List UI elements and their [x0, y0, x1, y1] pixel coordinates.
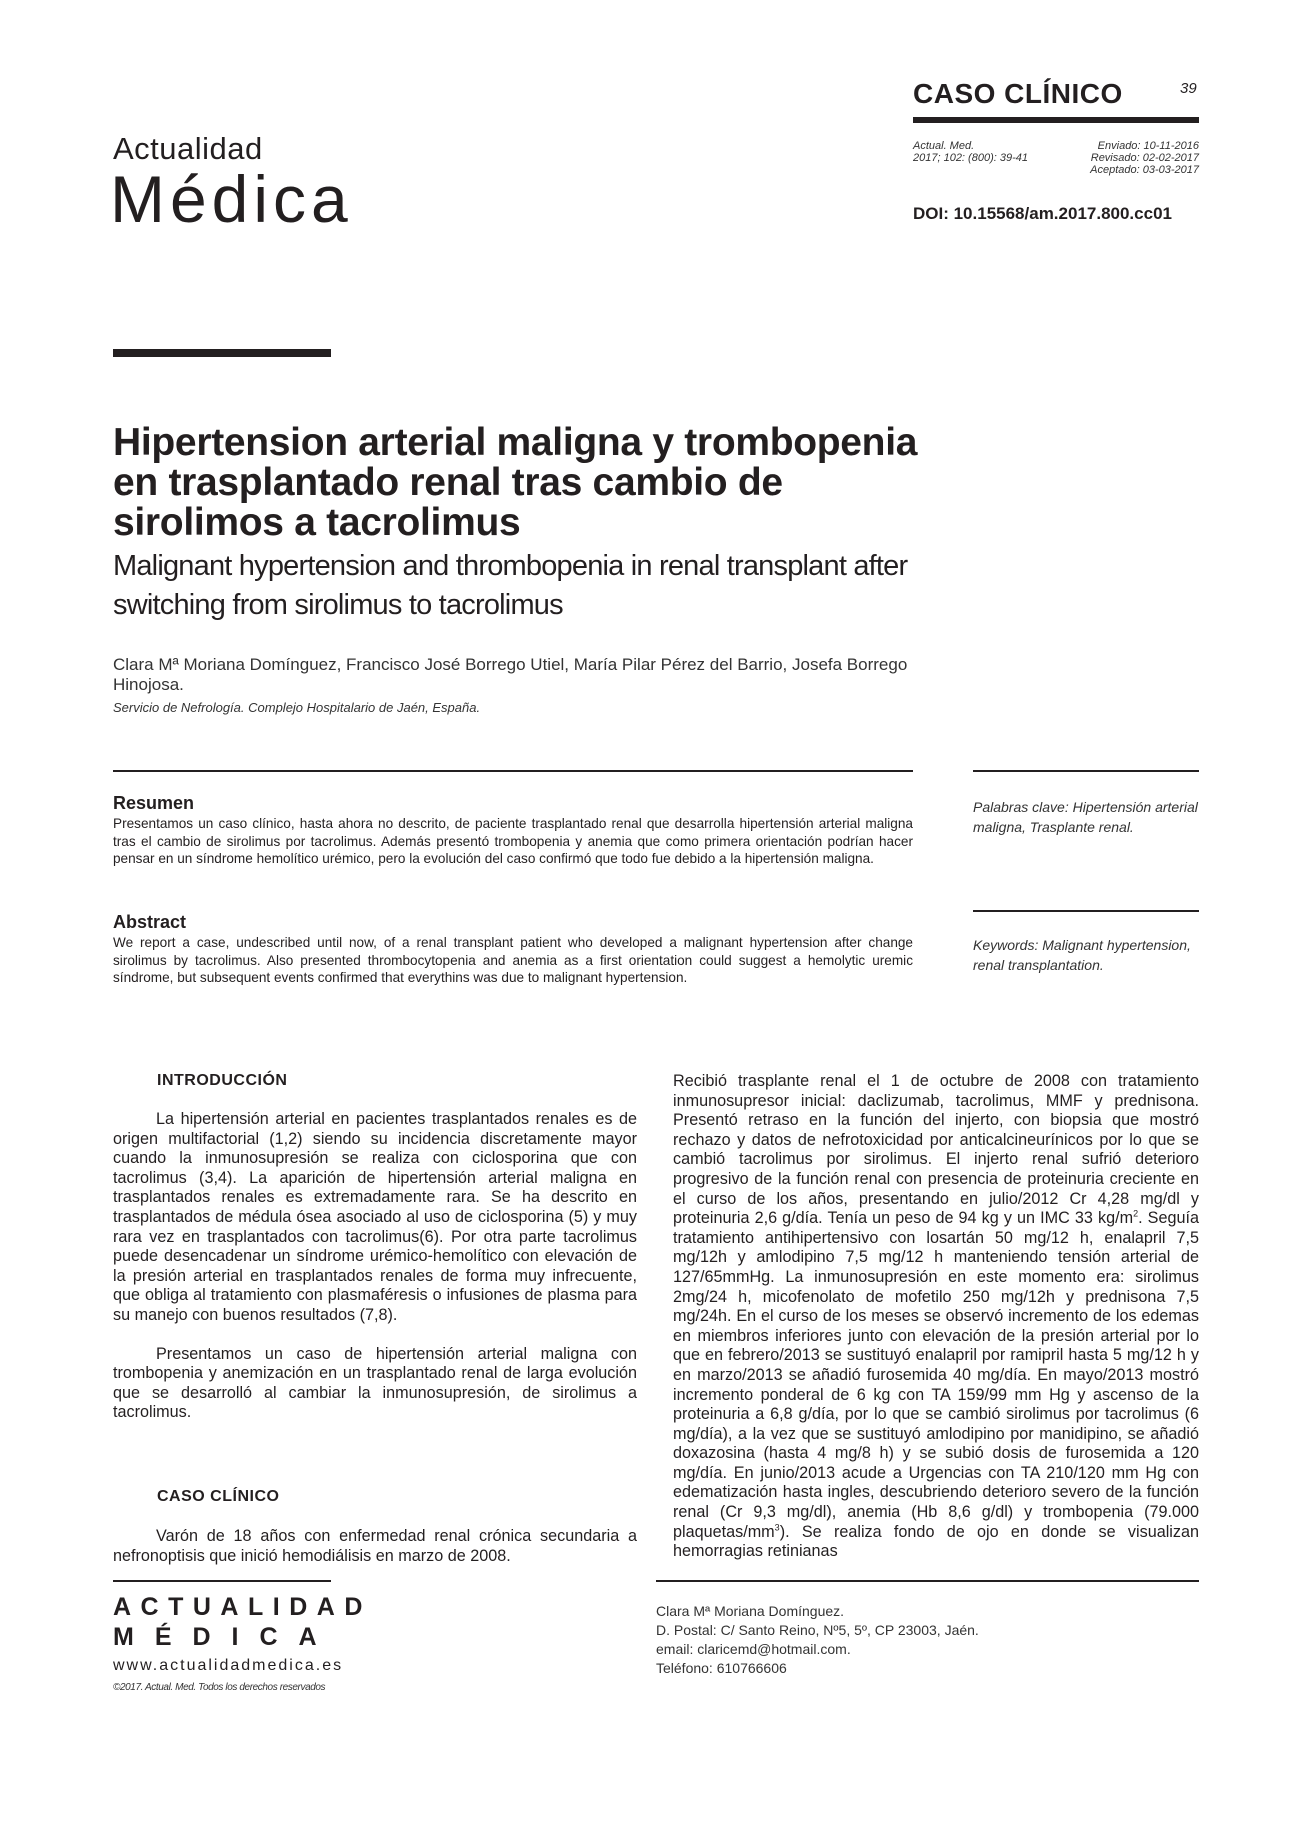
superscript: 3: [774, 1522, 780, 1533]
palabras-clave: Palabras clave: Hipertensión arterial maligna, Trasplante renal.: [973, 799, 1198, 835]
journal-brand-small: Actualidad: [113, 131, 263, 166]
contact-email[interactable]: email: claricemd@hotmail.com.: [656, 1641, 851, 1657]
footer-brand-line-2: MÉDICA: [113, 1623, 338, 1651]
journal-ref-line: Actual. Med.: [913, 140, 975, 152]
superscript: 2: [1133, 1208, 1139, 1219]
case-text-segment: . Seguía tratamiento antihipertensivo con losartán 50 mg/12 h, enalapril 7,5 mg/12h y amlodipino 7,5 mg/12 h manteniendo tensión arterial de 127/65mmHg. La inmunosupresión en este momento era: sirolimus 2mg/24 h, micofenolato de mofetilo 250 mg/12h y prednisona 7,5 mg/24h. En el curso de los meses se observó incremento de los edemas en miembros inferiores junto con elevación de la presión arterial por lo que en febrero/2013 se sustituyó enalapril por ramipril hasta 5 mg/12 h y en marzo/2013 se añadió furosemida 40 mg/día. En mayo/2013 mostró incremento ponderal de 6 kg con TA 159/99 mm Hg y ascenso de la proteinuria a 6,8 g/día, por lo que se cambió sirolimus por tacrolimus (6 mg/día), a la vez que se sustituyó amlodipino por manidipino, se añadió doxazosina (hasta 4 mg/8 h) y se subió dosis de furosemida a 120 mg/día. En junio/2013 acude a Urgencias con TA 210/120 mm Hg con edematización hasta ingles, descubriendo deterioro severo de la función renal (Cr 9,3 mg/dl), anemia (Hb 8,6 g/dl) y trombopenia (79.000 plaquetas/mm: [673, 1209, 1199, 1541]
case-continuation-paragraph: [673, 1072, 1199, 1562]
keywords-divider-middle: [973, 910, 1199, 912]
date-sent: Enviado: 10-11-2016: [1097, 140, 1199, 152]
resumen-text: Presentamos un caso clínico, hasta ahora no descrito, de paciente trasplantado renal que desarrolla hipertensión arterial maligna tras el cambio de sirolimus por tacrolimus. Además presentó trombopenia y anemia que como primera orientación podrían hacer pensar en un síndrome hemolítico urémico, pero la evolución del caso confirmó que todo fue debido a la hipertensión maligna.: [113, 816, 913, 866]
case-continuation: [673, 1072, 1199, 1562]
header-divider-bar: [113, 349, 331, 357]
section-rule: [913, 117, 1199, 123]
date-revised: Revisado: 02-02-2017: [1090, 152, 1199, 164]
journal-reference: [913, 140, 1028, 164]
footer-website-link[interactable]: www.actualidadmedica.es: [113, 1657, 344, 1674]
introduction-heading: INTRODUCCIÓN: [157, 1072, 288, 1089]
case-text-segment: Recibió trasplante renal el 1 de octubre de 2008 con tratamiento inmunosupresor inicial: daclizumab, tacrolimus, MMF y prednisona. Presentó retraso en la función del injerto, con biopsia que mostró rechazo y datos de nefrotoxicidad por anticalcineurínicos por lo que se cambió tacrolimus por sirolimus. El injerto renal sufrió deterioro progresivo de la función renal con presencia de proteinuria creciente en el curso de los años, presentando en julio/2012 Cr 4,28 mg/dl y proteinuria 2,6 g/día. Tenía un peso de 94 kg y un IMC 33 kg/m: [673, 1072, 1199, 1228]
case-text-segment: ). Se realiza fondo de ojo en donde se visualizan hemorragias retinianas: [673, 1522, 1199, 1561]
section-label: CASO CLÍNICO: [913, 78, 1123, 109]
affiliation: Servicio de Nefrología. Complejo Hospitalario de Jaén, España.: [113, 700, 481, 715]
journal-ref-line: 2017; 102: (800): 39-41: [913, 152, 1028, 164]
contact-name: Clara Mª Moriana Domínguez.: [656, 1603, 845, 1619]
abstract-heading: Abstract: [113, 912, 187, 932]
journal-brand-large: Médica: [110, 162, 353, 236]
article-title-spanish: Hipertension arterial maligna y trombopenia en trasplantado renal tras cambio de sirolimos a tacrolimus: [113, 421, 918, 544]
introduction-body: [113, 1110, 637, 1423]
case-paragraph-1: Varón de 18 años con enfermedad renal crónica secundaria a nefronoptisis que inició hemodiálisis en marzo de 2008.: [113, 1527, 637, 1565]
page-number: 39: [1180, 80, 1197, 97]
footer-copyright: ©2017. Actual. Med. Todos los derechos reservados: [113, 1682, 326, 1693]
resumen-heading: Resumen: [113, 793, 195, 813]
footer-divider-left: [113, 1580, 331, 1582]
doi-link[interactable]: DOI: 10.15568/am.2017.800.cc01: [913, 204, 1172, 223]
article-title-english: Malignant hypertension and thrombopenia in renal transplant after switching from sirolimus to tacrolimus: [113, 550, 908, 621]
correspondence-block: [656, 1602, 979, 1678]
contact-address: D. Postal: C/ Santo Reino, Nº5, 5º, CP 23003, Jaén.: [656, 1622, 979, 1638]
footer-brand-line-1: ACTUALIDAD: [113, 1593, 372, 1621]
date-accepted: Aceptado: 03-03-2017: [1090, 164, 1199, 176]
case-heading: CASO CLÍNICO: [157, 1488, 280, 1505]
contact-phone: Teléfono: 610766606: [656, 1660, 787, 1676]
author-list: Clara Mª Moriana Domínguez, Francisco José Borrego Utiel, María Pilar Pérez del Barrio, Josefa Borrego Hinojosa.: [113, 655, 908, 694]
submission-dates: [1050, 140, 1199, 176]
introduction-paragraph-1: La hipertensión arterial en pacientes trasplantados renales es de origen multifactorial (1,2) siendo su incidencia discretamente mayor cuando la inmunosupresión se realiza con ciclosporina que con tacrolimus (3,4). La aparición de hipertensión arterial maligna en trasplantados renales es extremadamente rara. Se ha descrito en trasplantados de médula ósea asociado al uso de ciclosporina (5) y muy rara vez en trasplantados con tacrolimus(6). Por otra parte tacrolimus puede desencadenar un síndrome urémico-hemolítico con elevación de la presión arterial en trasplantados renales de forma muy infrecuente, que obliga al tratamiento con plasmaféresis o infusiones de plasma para su manejo con buenos resultados (7,8).: [113, 1110, 637, 1324]
abstract-divider: [113, 770, 913, 772]
abstract-text: We report a case, undescribed until now, of a renal transplant patient who developed a malignant hypertension after change sirolimus by tacrolimus. Also presented thrombocytopenia and anemia as a first orientation could suggest a hemolytic uremic síndrome, but subsequent events confirmed that everythins was due to malignant hypertension.: [113, 935, 913, 985]
footer-divider-right: [656, 1580, 1199, 1582]
introduction-paragraph-2: Presentamos un caso de hipertensión arterial maligna con trombopenia y anemización en un trasplantado renal de larga evolución que se desarrolló al cambiar la inmunosupresión, de sirolimus a tacrolimus.: [113, 1344, 637, 1422]
case-body: [113, 1527, 637, 1566]
keywords-divider-top: [973, 770, 1199, 772]
keywords: Keywords: Malignant hypertension, renal transplantation.: [973, 937, 1191, 973]
